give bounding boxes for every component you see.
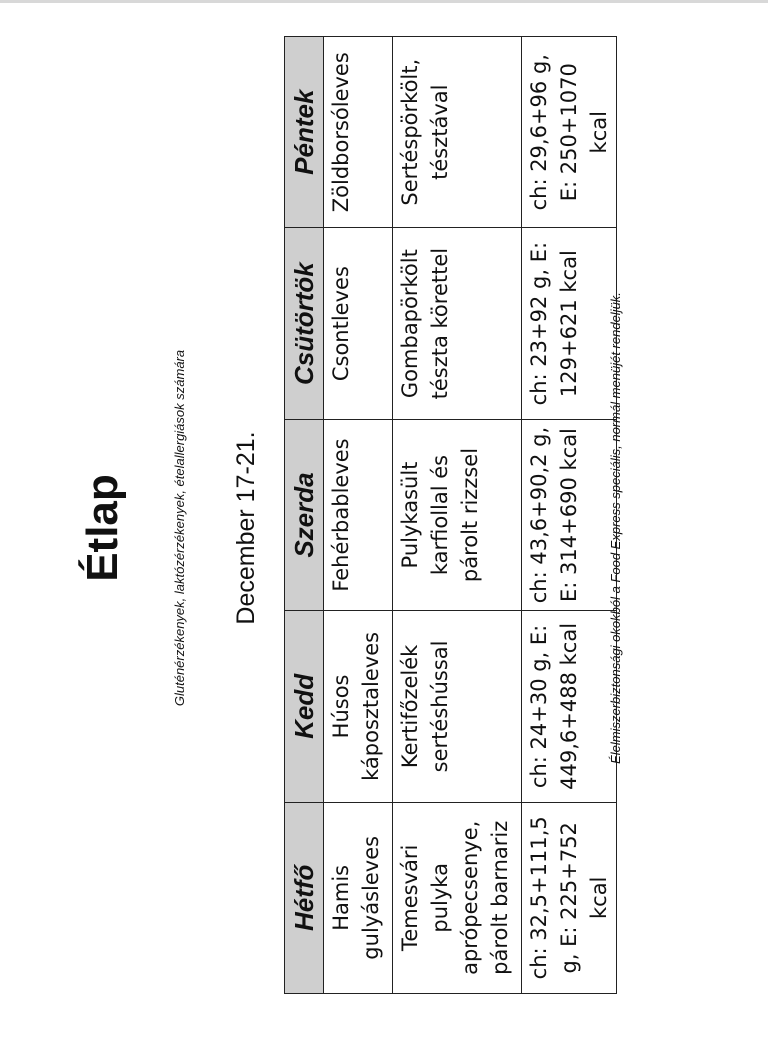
day-header-monday: Hétfő	[285, 802, 324, 993]
day-header-tuesday: Kedd	[285, 611, 324, 802]
main-monday: Temesvári pulyka aprópecsenye, párolt barnariz	[393, 802, 522, 993]
main-thursday: Gombapörkölt tészta körettel	[393, 228, 522, 419]
footer-note: Élelmiszerbiztonsági okokból a Food Express speciális, normál menüjét rendeljük.	[608, 292, 623, 764]
day-header-friday: Péntek	[285, 37, 324, 228]
nutrition-friday: ch: 29,6+96 g, E: 250+1070 kcal	[522, 37, 617, 228]
soup-friday: Zöldborsóleves	[324, 37, 393, 228]
main-course-row	[393, 37, 522, 994]
soup-wednesday: Fehérbableves	[324, 419, 393, 610]
menu-table	[284, 36, 617, 994]
page-title: Étlap	[78, 474, 127, 582]
main-tuesday: Kertifőzelék sertéshússal	[393, 611, 522, 802]
soup-row	[324, 37, 393, 994]
day-header-row	[285, 37, 324, 994]
nutrition-row	[522, 37, 617, 994]
main-friday: Sertéspörkölt, tésztával	[393, 37, 522, 228]
date-range: December 17-21.	[232, 431, 260, 625]
nutrition-tuesday: ch: 24+30 g, E: 449,6+488 kcal	[522, 611, 617, 802]
soup-thursday: Csontleves	[324, 228, 393, 419]
day-header-wednesday: Szerda	[285, 419, 324, 610]
main-wednesday: Pulykasült karfiollal és párolt rizzsel	[393, 419, 522, 610]
nutrition-wednesday: ch: 43,6+90,2 g, E: 314+690 kcal	[522, 419, 617, 610]
soup-tuesday: Húsos káposztaleves	[324, 611, 393, 802]
day-header-thursday: Csütörtök	[285, 228, 324, 419]
soup-monday: Hamis gulyásleves	[324, 802, 393, 993]
nutrition-thursday: ch: 23+92 g, E: 129+621 kcal	[522, 228, 617, 419]
nutrition-monday: ch: 32,5+111,5 g, E: 225+752 kcal	[522, 802, 617, 993]
page-subtitle: Gluténérzékenyek, laktózérzékenyek, ételallergiások számára	[172, 349, 187, 707]
